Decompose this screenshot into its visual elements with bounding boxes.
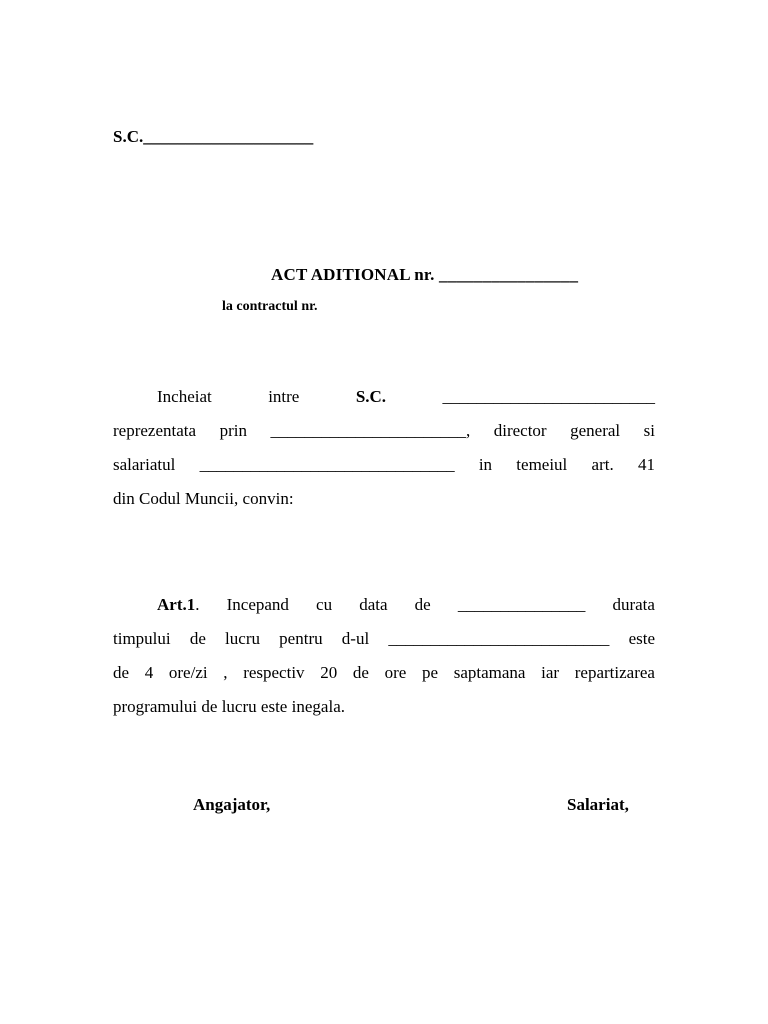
article-paragraph (113, 588, 655, 724)
company-header: S.C.____________________ (113, 127, 314, 146)
word: saptamana (453, 663, 526, 682)
paragraph-line (113, 448, 655, 482)
word: lucru (225, 629, 260, 648)
word: Muncii, (184, 489, 239, 508)
word: ore (384, 663, 407, 682)
word: convin: (242, 489, 294, 508)
word: timpului (113, 629, 171, 648)
word: Incheiat (157, 387, 212, 406)
word: data (359, 595, 388, 614)
word: ore/zi (168, 663, 208, 682)
document-title: ACT ADITIONAL nr. ________________ (271, 265, 579, 284)
word: salariatul (113, 455, 176, 474)
word: art. (591, 455, 614, 474)
word: repartizarea (574, 663, 655, 682)
word: de (352, 663, 369, 682)
word: Incepand (226, 595, 289, 614)
company-name-blank: _________________________ (442, 387, 655, 406)
employee-name-blank: ______________________________ (199, 455, 455, 474)
word: Codul (139, 489, 181, 508)
word: respectiv (243, 663, 305, 682)
document-subtitle: la contractul nr. (222, 299, 318, 314)
word: iar (541, 663, 560, 682)
word: . (195, 595, 200, 614)
word: din (113, 489, 135, 508)
company-abbrev: S.C. (355, 387, 387, 406)
word: lucru (221, 697, 257, 716)
word: director (493, 421, 547, 440)
word: pentru (279, 629, 323, 648)
word: este (260, 697, 288, 716)
word: 4 (144, 663, 154, 682)
word: de (414, 595, 431, 614)
word: intre (268, 387, 300, 406)
paragraph-line (113, 622, 655, 656)
paragraph-line (113, 588, 655, 622)
word: pe (422, 663, 439, 682)
paragraph-line (113, 482, 655, 516)
word: de (201, 697, 218, 716)
article-label: Art.1 (157, 595, 196, 614)
employee-blank: __________________________ (388, 629, 610, 648)
word: cu (316, 595, 333, 614)
word: 41 (637, 455, 655, 474)
word: d-ul (341, 629, 370, 648)
intro-paragraph (113, 380, 655, 516)
word: inegala. (291, 697, 345, 716)
word: durata (612, 595, 655, 614)
paragraph-line (113, 690, 655, 724)
employee-signature-label: Salariat, (567, 795, 629, 814)
word: de (113, 663, 130, 682)
paragraph-line (113, 414, 655, 448)
word: si (643, 421, 655, 440)
word: este (628, 629, 655, 648)
employer-signature-label: Angajator, (193, 795, 271, 814)
representative-blank: _______________________, (270, 421, 471, 440)
article-label-group (157, 588, 199, 622)
word: prin (219, 421, 247, 440)
word: de (189, 629, 206, 648)
paragraph-line (113, 656, 655, 690)
start-date-blank: _______________ (457, 595, 586, 614)
paragraph-line (113, 380, 655, 414)
word: in (478, 455, 493, 474)
word: reprezentata (113, 421, 197, 440)
word: 20 (320, 663, 338, 682)
word: general (570, 421, 621, 440)
word: temeiul (516, 455, 568, 474)
word: programului (113, 697, 198, 716)
word: , (223, 663, 228, 682)
